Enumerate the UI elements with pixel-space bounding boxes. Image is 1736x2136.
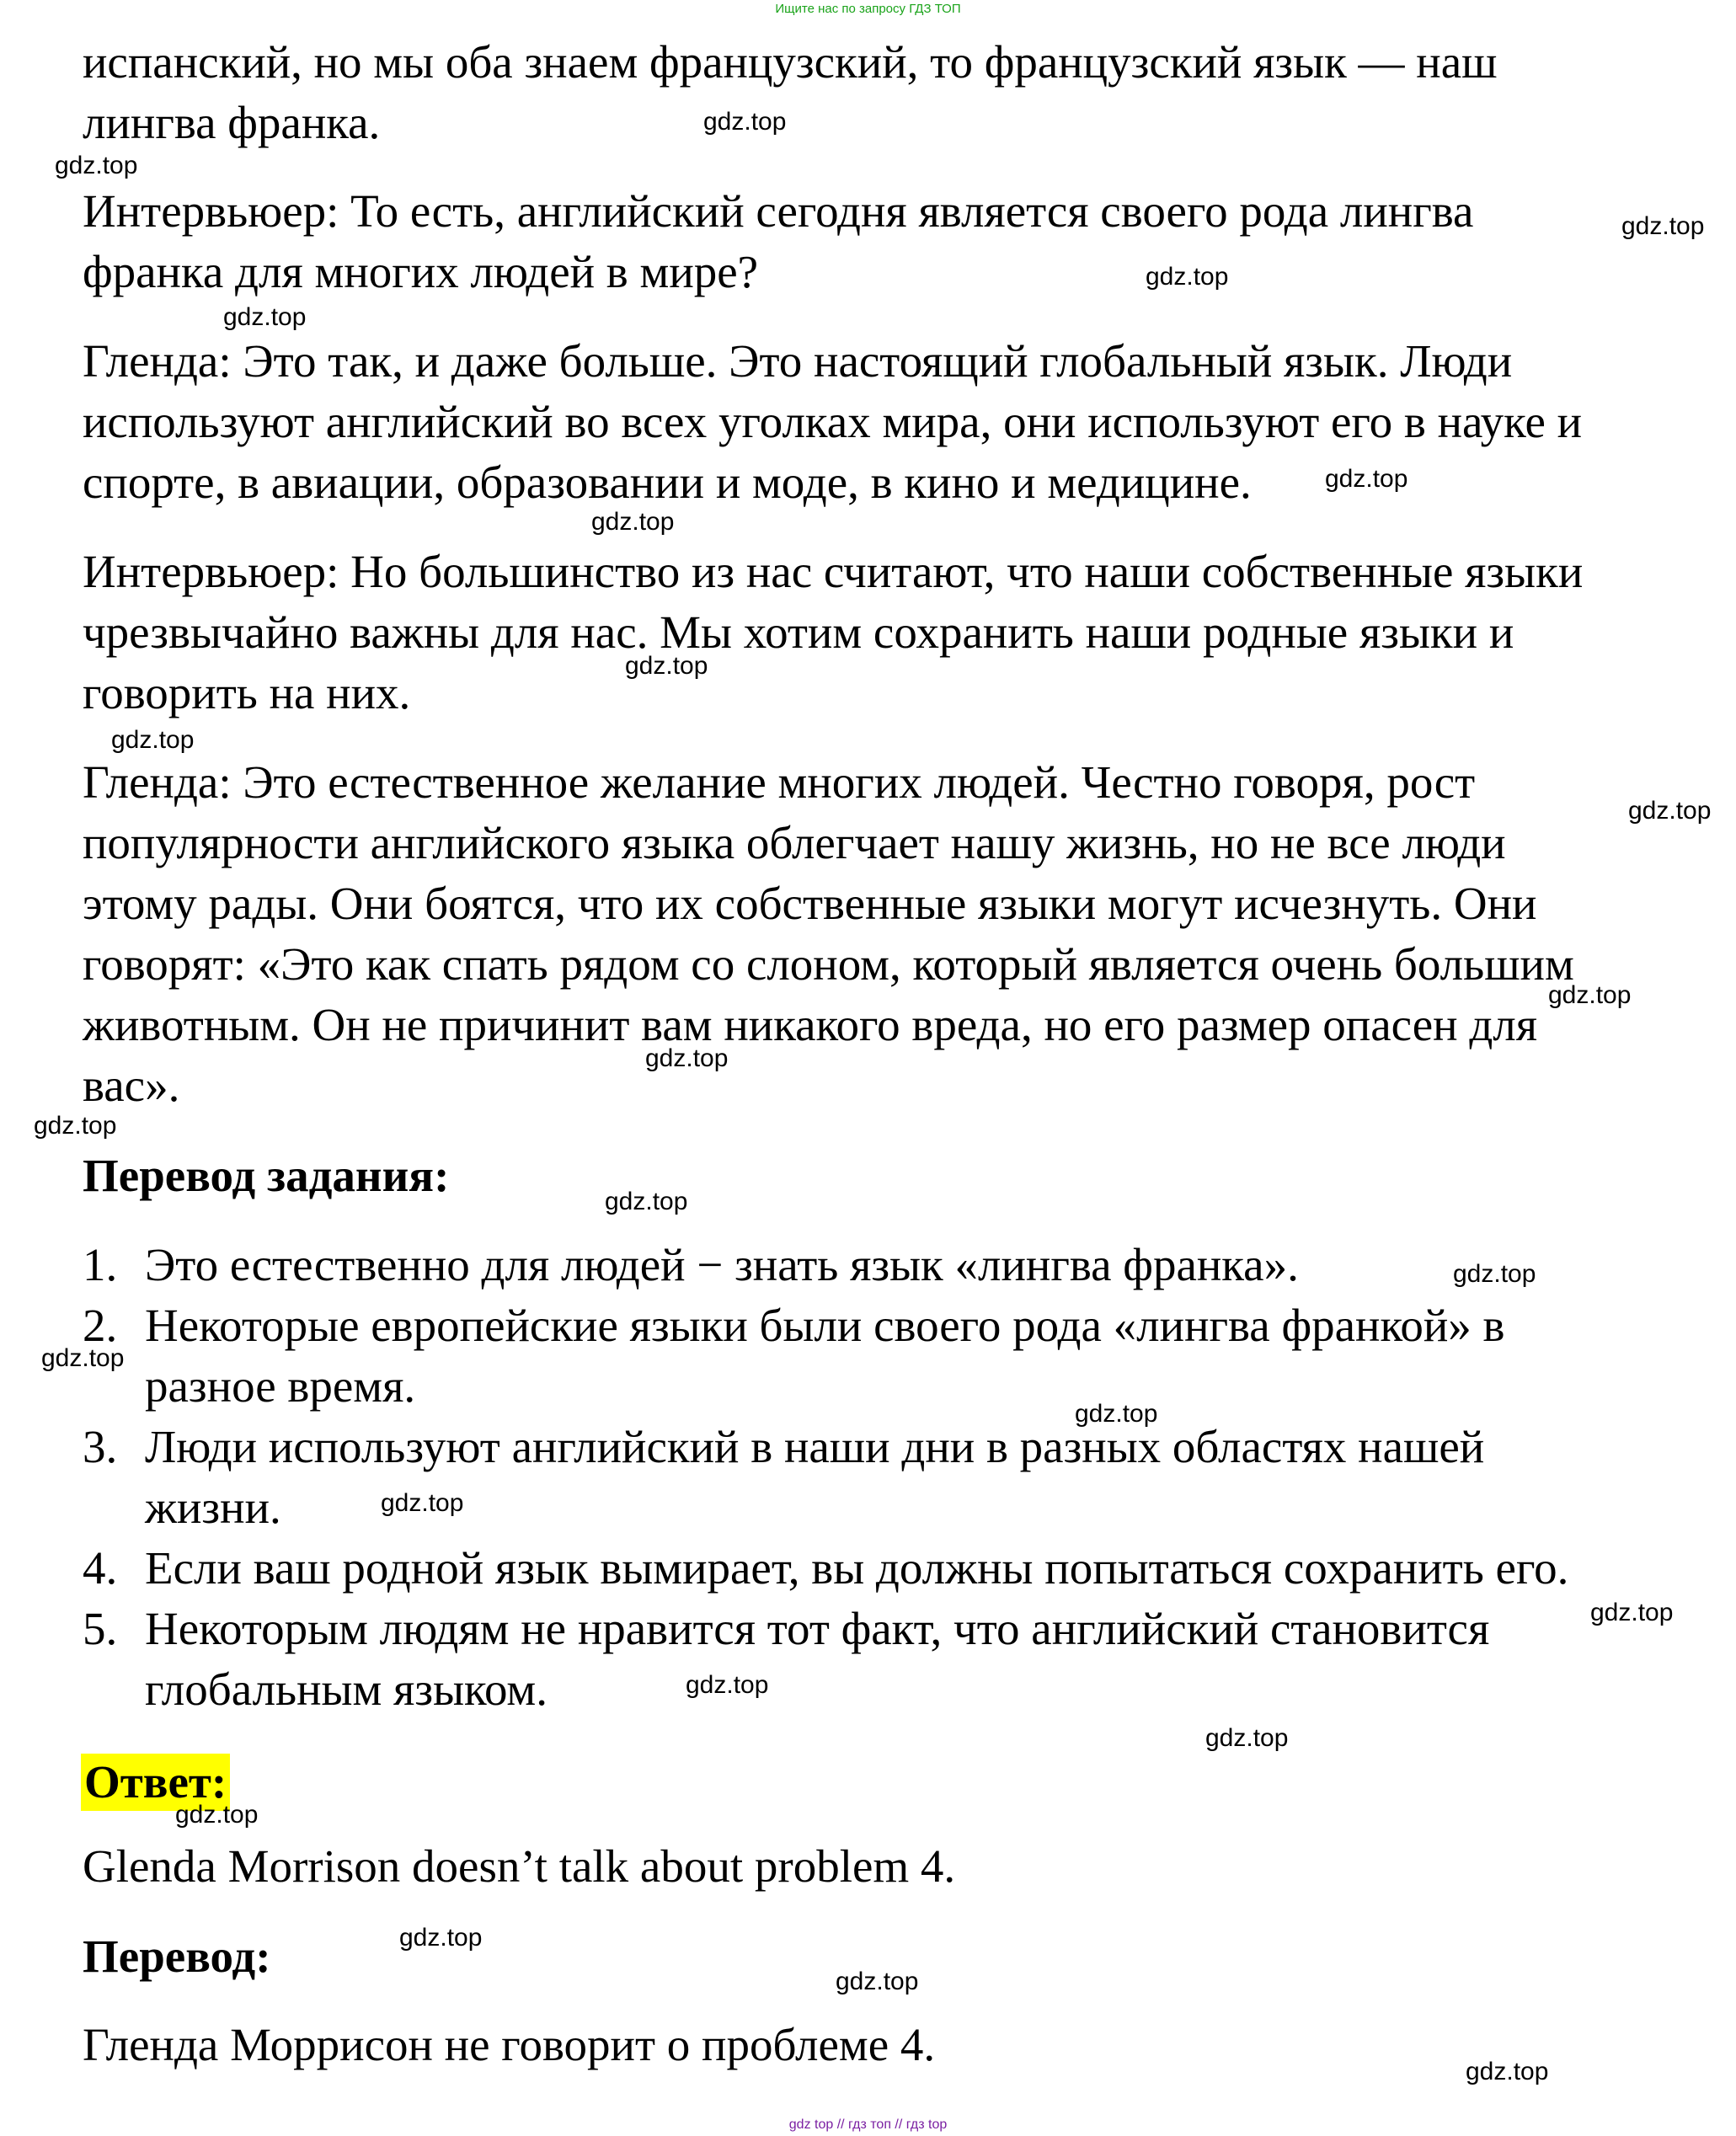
list-item: Если ваш родной язык вымирает, вы должны попытаться сохранить его. [145, 1542, 1569, 1594]
watermark: gdz.top [686, 1671, 769, 1699]
dialogue-line: вас». [83, 1060, 180, 1111]
dialogue-line: Гленда: Это естественное желание многих людей. Честно говоря, рост [83, 756, 1476, 808]
list-number: 5. [83, 1603, 118, 1654]
list-item: глобальным языком. [145, 1663, 548, 1715]
watermark: gdz.top [111, 726, 195, 754]
dialogue-line: этому рады. Они боятся, что их собственные языки могут исчезнуть. Они [83, 878, 1537, 929]
watermark: gdz.top [1548, 981, 1632, 1009]
list-number: 1. [83, 1239, 118, 1290]
watermark: gdz.top [625, 652, 708, 680]
watermark: gdz.top [1075, 1400, 1158, 1428]
watermark: gdz.top [1453, 1260, 1536, 1288]
watermark: gdz.top [1621, 212, 1705, 240]
watermark: gdz.top [1325, 465, 1408, 493]
watermark: gdz.top [41, 1344, 125, 1372]
dialogue-line: Интервьюер: То есть, английский сегодня является своего рода лингва [83, 185, 1474, 237]
list-item: разное время. [145, 1360, 416, 1412]
watermark: gdz.top [591, 508, 675, 536]
watermark: gdz.top [1146, 263, 1229, 291]
list-item: Некоторые европейские языки были своего рода «лингва франкой» в [145, 1300, 1505, 1351]
list-item: Некоторым людям не нравится тот факт, что английский становится [145, 1603, 1490, 1654]
translation-heading: Перевод: [83, 1930, 271, 1982]
watermark: gdz.top [399, 1924, 483, 1952]
header-search-hint[interactable]: Ищите нас по запросу ГДЗ ТОП [775, 2, 961, 16]
list-number: 2. [83, 1300, 118, 1351]
list-item: жизни. [145, 1482, 281, 1533]
list-number: 4. [83, 1542, 118, 1594]
translation-text: Гленда Моррисон не говорит о проблеме 4. [83, 2019, 936, 2070]
list-item: Это естественно для людей − знать язык «лингва франка». [145, 1239, 1299, 1290]
footer-links[interactable]: gdz top // гдз топ // гдз top [788, 2117, 948, 2132]
watermark: gdz.top [1466, 2058, 1549, 2085]
answer-label: Ответ: [81, 1754, 230, 1811]
list-item: Люди используют английский в наши дни в разных областях нашей [145, 1421, 1485, 1472]
dialogue-line: говорят: «Это как спать рядом со слоном, который является очень большим [83, 938, 1574, 990]
answer-text: Glenda Morrison doesn’t talk about problem 4. [83, 1840, 956, 1892]
watermark: gdz.top [1590, 1599, 1674, 1626]
list-number: 3. [83, 1421, 118, 1472]
watermark: gdz.top [34, 1112, 117, 1140]
dialogue-line: Гленда: Это так, и даже больше. Это настоящий глобальный язык. Люди [83, 335, 1513, 387]
watermark: gdz.top [703, 108, 787, 136]
task-heading: Перевод задания: [83, 1150, 450, 1201]
watermark: gdz.top [381, 1489, 464, 1517]
watermark: gdz.top [55, 152, 138, 179]
dialogue-line: Интервьюер: Но большинство из нас считают, что наши собственные языки [83, 546, 1584, 597]
watermark: gdz.top [1205, 1724, 1289, 1752]
watermark: gdz.top [175, 1801, 259, 1829]
watermark: gdz.top [223, 303, 307, 331]
dialogue-line: используют английский во всех уголках мира, они используют его в науке и [83, 396, 1583, 447]
watermark: gdz.top [605, 1188, 688, 1215]
dialogue-line: чрезвычайно важны для нас. Мы хотим сохранить наши родные языки и [83, 606, 1514, 658]
dialogue-line: испанский, но мы оба знаем французский, то французский язык — наш [83, 36, 1498, 88]
dialogue-line: популярности английского языка облегчает нашу жизнь, но не все люди [83, 817, 1506, 868]
watermark: gdz.top [1628, 797, 1712, 825]
dialogue-line: франка для многих людей в мире? [83, 246, 759, 297]
watermark: gdz.top [836, 1968, 919, 1995]
dialogue-line: животным. Он не причинит вам никакого вреда, но его размер опасен для [83, 999, 1538, 1050]
dialogue-line: спорте, в авиации, образовании и моде, в кино и медицине. [83, 457, 1252, 508]
watermark: gdz.top [645, 1044, 729, 1072]
dialogue-line: лингва франка. [83, 97, 381, 148]
dialogue-line: говорить на них. [83, 667, 411, 718]
